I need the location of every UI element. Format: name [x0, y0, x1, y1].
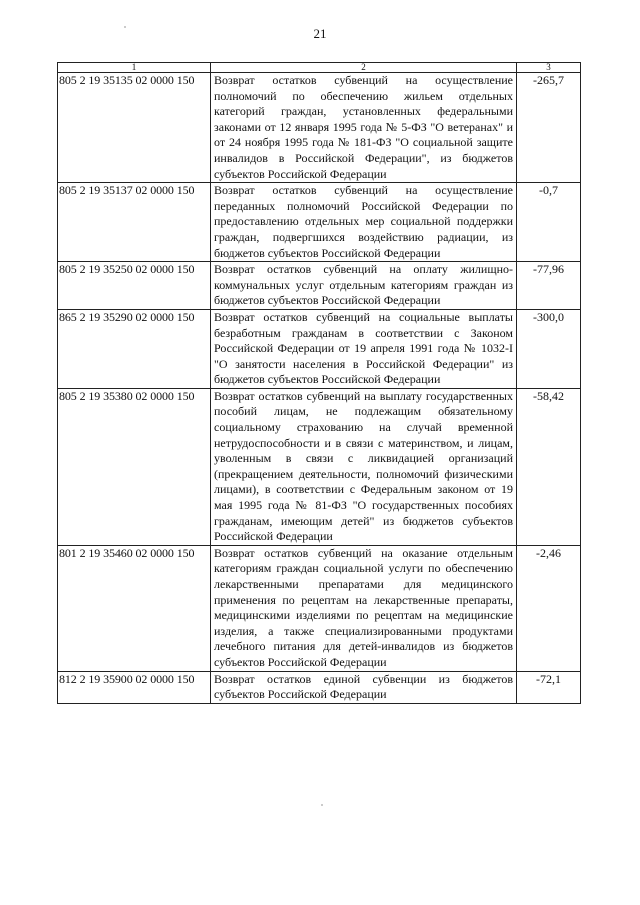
budget-code-cell: 805 2 19 35135 02 0000 150 — [58, 73, 211, 183]
scan-speck — [321, 804, 323, 806]
description-cell: Возврат остатков субвенций на социальные выплаты безработным гражданам в соответствии с Законом Российской Федерации от 19 апреля 1991 года № 1032-I "О занятости населения в Российской Федерации" из бюджетов субъектов Российской Федерации — [211, 309, 517, 388]
table-row — [58, 73, 581, 183]
budget-table — [57, 62, 581, 704]
description-cell: Возврат остатков субвенций на выплату государственных пособий лицам, не подлежащим обязательному социальному страхованию на случай временной нетрудоспособности и в связи с материнством, и лицам, уволенным в связи с ликвидацией организаций (прекращением деятельности, полномочий физическими лицами), в соответствии с Федеральным законом от 19 мая 1995 года № 81-ФЗ "О государственных пособиях гражданам, имеющим детей" из бюджетов субъектов Российской Федерации — [211, 388, 517, 545]
amount-cell: -58,42 — [517, 388, 581, 545]
budget-code-cell: 812 2 19 35900 02 0000 150 — [58, 671, 211, 703]
amount-cell: -0,7 — [517, 183, 581, 262]
budget-code-cell: 865 2 19 35290 02 0000 150 — [58, 309, 211, 388]
budget-code-cell: 801 2 19 35460 02 0000 150 — [58, 545, 211, 671]
amount-cell: -72,1 — [517, 671, 581, 703]
amount-cell: -300,0 — [517, 309, 581, 388]
page-number: 21 — [313, 26, 327, 41]
scan-speck — [124, 26, 126, 28]
header-col-2: 2 — [211, 63, 517, 73]
amount-cell: -77,96 — [517, 262, 581, 310]
description-cell: Возврат остатков единой субвенции из бюджетов субъектов Российской Федерации — [211, 671, 517, 703]
header-col-1: 1 — [58, 63, 211, 73]
table-row — [58, 671, 581, 703]
budget-table-body — [58, 63, 581, 704]
description-cell: Возврат остатков субвенций на осуществление полномочий по обеспечению жильем отдельных категорий граждан, установленных федеральными законами от 12 января 1995 года № 5-ФЗ "О ветеранах" и от 24 ноября 1995 года № 181-ФЗ "О социальной защите инвалидов в Российской Федерации", из бюджетов субъектов Российской Федерации — [211, 73, 517, 183]
table-row — [58, 309, 581, 388]
table-row — [58, 262, 581, 310]
budget-code-cell: 805 2 19 35380 02 0000 150 — [58, 388, 211, 545]
description-cell: Возврат остатков субвенций на осуществление переданных полномочий Российской Федерации по предоставлению отдельных мер социальной поддержки граждан, подвергшихся воздействию радиации, из бюджетов субъектов Российской Федерации — [211, 183, 517, 262]
description-cell: Возврат остатков субвенций на оказание отдельным категориям граждан социальной услуги по обеспечению лекарственными препаратами для медицинского применения по рецептам на лекарственные препараты, медицинскими изделиями по рецептам на медицинские изделия, а также специализированными продуктами лечебного питания для детей-инвалидов из бюджетов субъектов Российской Федерации — [211, 545, 517, 671]
budget-code-cell: 805 2 19 35137 02 0000 150 — [58, 183, 211, 262]
amount-cell: -2,46 — [517, 545, 581, 671]
table-header-row — [58, 63, 581, 73]
header-col-3: 3 — [517, 63, 581, 73]
amount-cell: -265,7 — [517, 73, 581, 183]
table-row — [58, 388, 581, 545]
budget-code-cell: 805 2 19 35250 02 0000 150 — [58, 262, 211, 310]
table-row — [58, 545, 581, 671]
table-row — [58, 183, 581, 262]
description-cell: Возврат остатков субвенций на оплату жилищно-коммунальных услуг отдельным категориям граждан из бюджетов субъектов Российской Федерации — [211, 262, 517, 310]
